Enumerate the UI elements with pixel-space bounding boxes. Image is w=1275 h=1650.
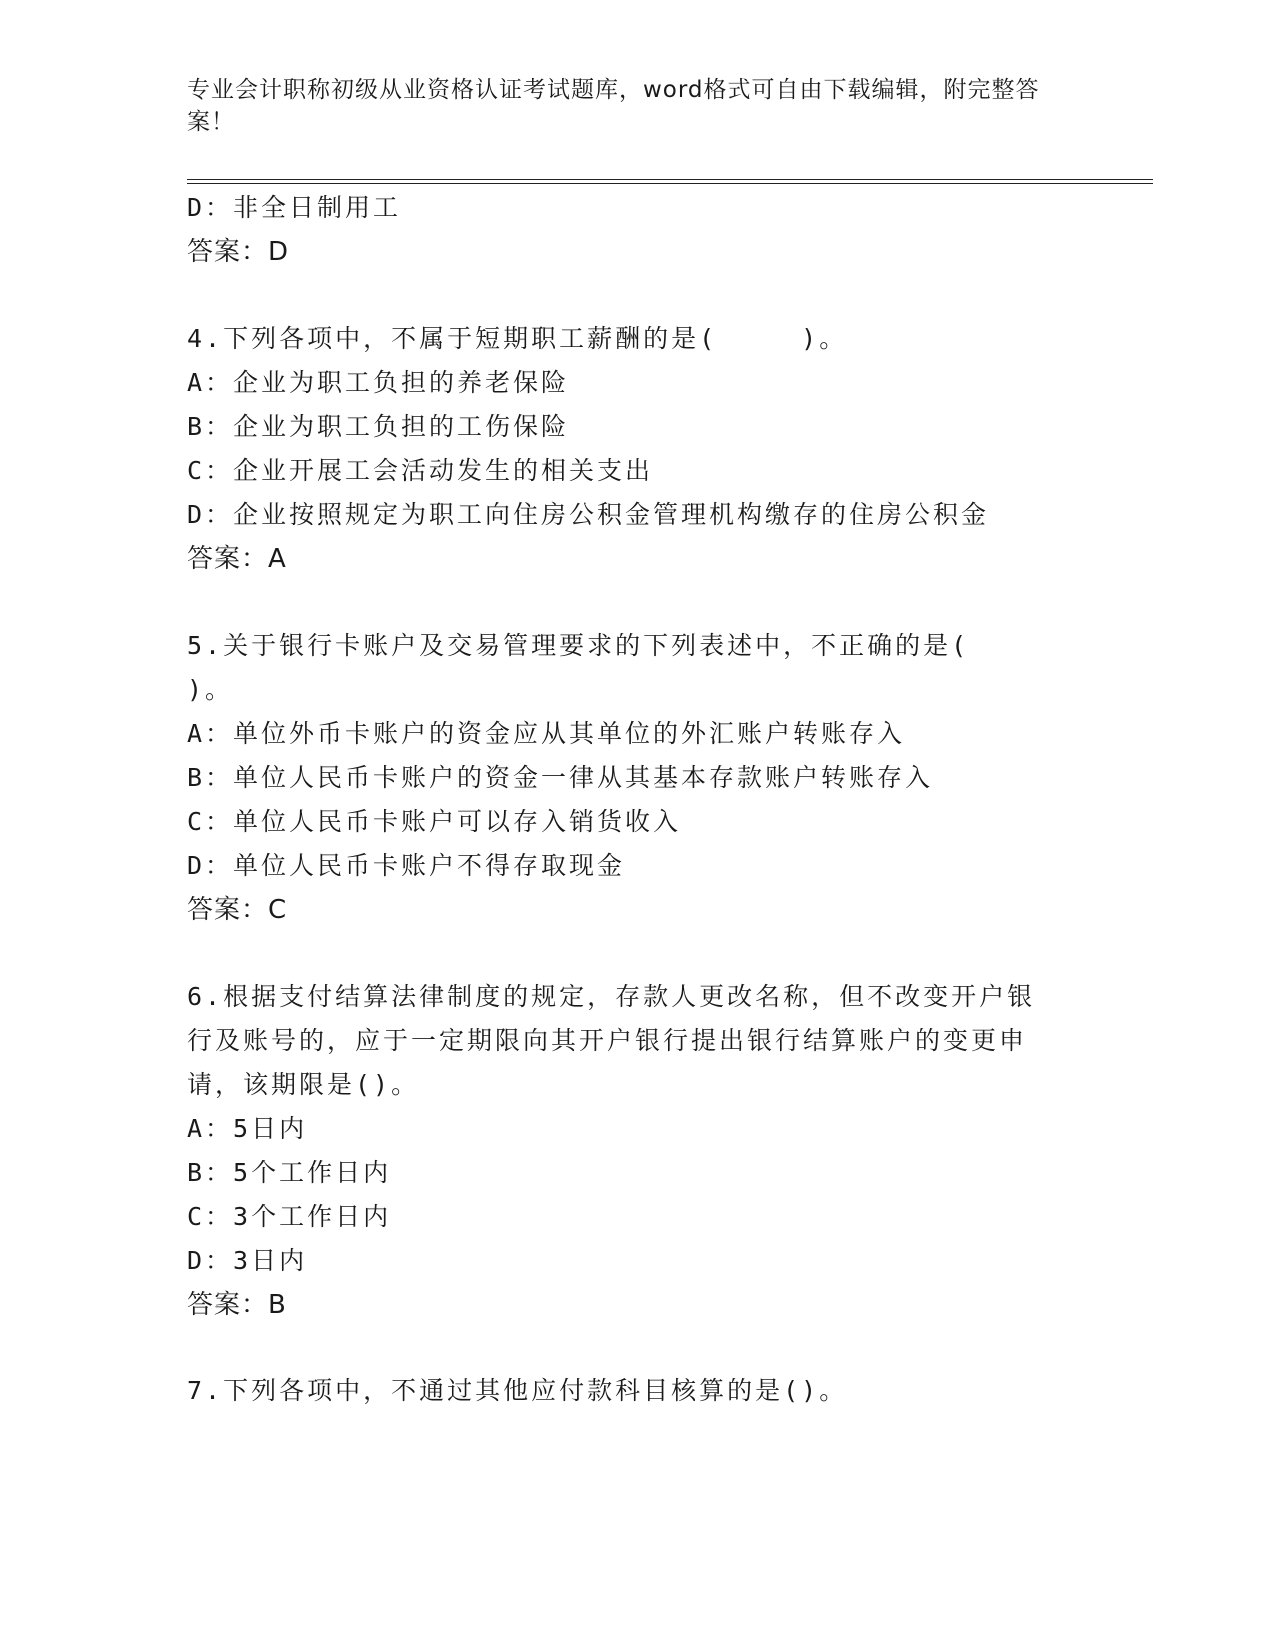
q6-stem-line-2: 行及账号的，应于一定期限向其开户银行提出银行结算账户的变更申 (187, 1026, 1028, 1055)
header-divider-bottom (187, 183, 1153, 184)
q6-stem-line-3: 请，该期限是()。 (187, 1070, 420, 1099)
q4-stem: 4.下列各项中，不属于短期职工薪酬的是( )。 (187, 324, 848, 353)
q4-option-a: A：企业为职工负担的养老保险 (187, 368, 570, 397)
q7-stem: 7.下列各项中，不通过其他应付款科目核算的是()。 (187, 1376, 848, 1405)
header-divider-top (187, 179, 1153, 180)
q6-option-a: A：5日内 (187, 1114, 308, 1143)
q5-option-c: C：单位人民币卡账户可以存入销货收入 (187, 807, 682, 836)
q6-answer: 答案：B (187, 1290, 287, 1320)
q5-stem-line-2: )。 (187, 675, 234, 704)
q4-option-d: D：企业按照规定为职工向住房公积金管理机构缴存的住房公积金 (187, 500, 990, 529)
q6-stem-line-1: 6.根据支付结算法律制度的规定，存款人更改名称，但不改变开户银 (187, 982, 1036, 1011)
q4-option-c: C：企业开展工会活动发生的相关支出 (187, 456, 654, 485)
q6-option-d: D：3日内 (187, 1246, 308, 1275)
document-header (187, 74, 1067, 138)
q4-answer: 答案：A (187, 544, 287, 574)
q5-option-b: B：单位人民币卡账户的资金一律从其基本存款账户转账存入 (187, 763, 934, 792)
q5-answer: 答案：C (187, 895, 288, 925)
q5-option-a: A：单位外币卡账户的资金应从其单位的外汇账户转账存入 (187, 719, 906, 748)
q4-option-b: B：企业为职工负担的工伤保险 (187, 412, 570, 441)
header-line-2: 案！ (187, 109, 235, 135)
q3-answer: 答案：D (187, 237, 290, 267)
q5-stem-line-1: 5.关于银行卡账户及交易管理要求的下列表述中，不正确的是( (187, 631, 970, 660)
q5-option-d: D：单位人民币卡账户不得存取现金 (187, 851, 626, 880)
q6-option-b: B：5个工作日内 (187, 1158, 392, 1187)
q3-option-d: D：非全日制用工 (187, 193, 402, 222)
q6-option-c: C：3个工作日内 (187, 1202, 392, 1231)
header-line-1: 专业会计职称初级从业资格认证考试题库，word格式可自由下载编辑，附完整答 (187, 77, 1040, 103)
